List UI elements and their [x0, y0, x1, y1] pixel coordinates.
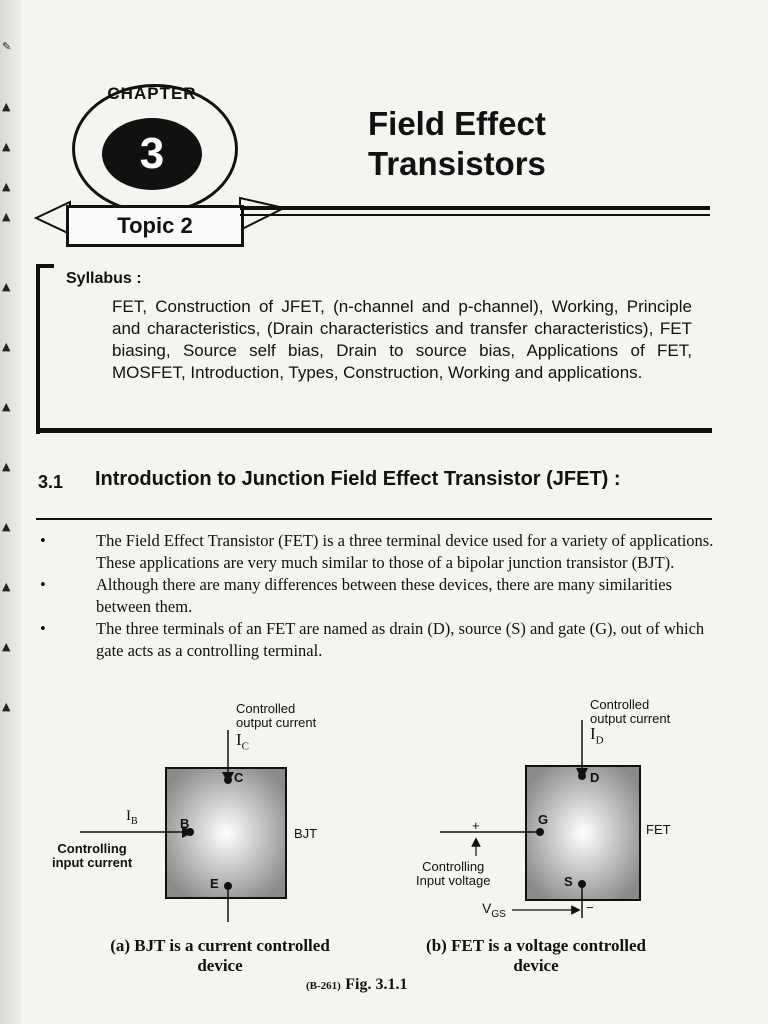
title-line-1: Field Effect	[368, 105, 546, 142]
syllabus-heading: Syllabus :	[66, 270, 142, 287]
figure-caption-b: (b) FET is a voltage controlled device	[426, 936, 646, 975]
binding-mark: ▲	[2, 460, 11, 473]
bjt-terminal-e-label: E	[210, 876, 219, 891]
fet-terminal-d-label: D	[590, 770, 600, 785]
list-item: • The three terminals of an FET are named as drain (D), source (S) and gate (G), out of which gate acts as a controlling terminal.	[40, 619, 705, 660]
fet-terminal-d	[578, 772, 586, 780]
bjt-current-top: $I_C$	[236, 730, 250, 753]
fet-top-label: Controlled output current	[590, 697, 671, 726]
title-line-2: Transistors	[368, 145, 546, 182]
section-number: 3.1	[38, 472, 64, 492]
syllabus-border	[36, 264, 40, 434]
bullet-list	[40, 530, 716, 662]
fet-input-label: Controlling Input voltage	[416, 859, 491, 888]
binding-mark: ▲	[2, 700, 11, 713]
topic-label: Topic 2	[66, 205, 244, 247]
binding-mark: ▲	[2, 280, 11, 293]
bjt-terminal-c	[224, 776, 232, 784]
binding-mark: ▲	[2, 580, 11, 593]
figure-caption-a: (a) BJT is a current controlled device	[110, 936, 330, 975]
fet-minus-sign: −	[586, 900, 594, 915]
fet-terminal-g	[536, 828, 544, 836]
figure-number: (B-261) Fig. 3.1.1	[306, 976, 408, 993]
title-rule	[240, 214, 710, 216]
fet-vgs-label: $V_{GS}$	[482, 900, 506, 920]
bjt-current-left: $I_B$	[126, 808, 138, 827]
chapter-label: CHAPTER	[107, 84, 197, 103]
binding-mark: ✎	[2, 40, 12, 53]
title-rule	[240, 206, 710, 210]
syllabus-border	[36, 264, 54, 268]
fet-device-label: FET	[646, 822, 671, 837]
fet-terminal-s-label: S	[564, 874, 573, 889]
list-item: • The Field Effect Transistor (FET) is a three terminal device used for a variety of applications. These applications are very much similar to those of a bipolar junction transistor (BJT).	[40, 531, 714, 572]
bjt-input-label: Controlling input current	[52, 841, 133, 870]
binding-mark: ▲	[2, 100, 11, 113]
figure-diagram	[40, 690, 740, 930]
binding-mark: ▲	[2, 180, 11, 193]
binding-mark: ▲	[2, 400, 11, 413]
section-rule	[36, 518, 712, 520]
bjt-terminal-c-label: C	[234, 770, 244, 785]
bjt-terminal-b-label: B	[180, 816, 190, 831]
syllabus-text: FET, Construction of JFET, (n-channel and p-channel), Working, Principle and characteristics, (Drain characteristics and transfer characteristics), FET biasing, Source self bias, Drain to source bias, Applications of FET, MOSFET, Introduction, Types, Construction, Working and applications.	[112, 297, 692, 382]
fet-current-top: $I_D$	[590, 724, 604, 747]
binding-mark: ▲	[2, 210, 11, 223]
fet-plus-sign: +	[472, 818, 480, 833]
binding-mark: ▲	[2, 140, 11, 153]
bjt-device-label: BJT	[294, 826, 318, 841]
bjt-box	[166, 768, 286, 898]
page-binding-edge	[0, 0, 22, 1024]
section-title: Introduction to Junction Field Effect Transistor (JFET) :	[95, 468, 621, 490]
list-item: • Although there are many differences between these devices, there are many similarities between them.	[40, 575, 673, 616]
page-title	[368, 104, 546, 184]
bjt-top-label: Controlled output current	[236, 701, 317, 730]
syllabus-border	[36, 428, 712, 433]
chapter-number: 3	[102, 118, 202, 190]
binding-mark: ▲	[2, 640, 11, 653]
binding-mark: ▲	[2, 340, 11, 353]
binding-mark: ▲	[2, 520, 11, 533]
fet-terminal-g-label: G	[538, 812, 549, 827]
